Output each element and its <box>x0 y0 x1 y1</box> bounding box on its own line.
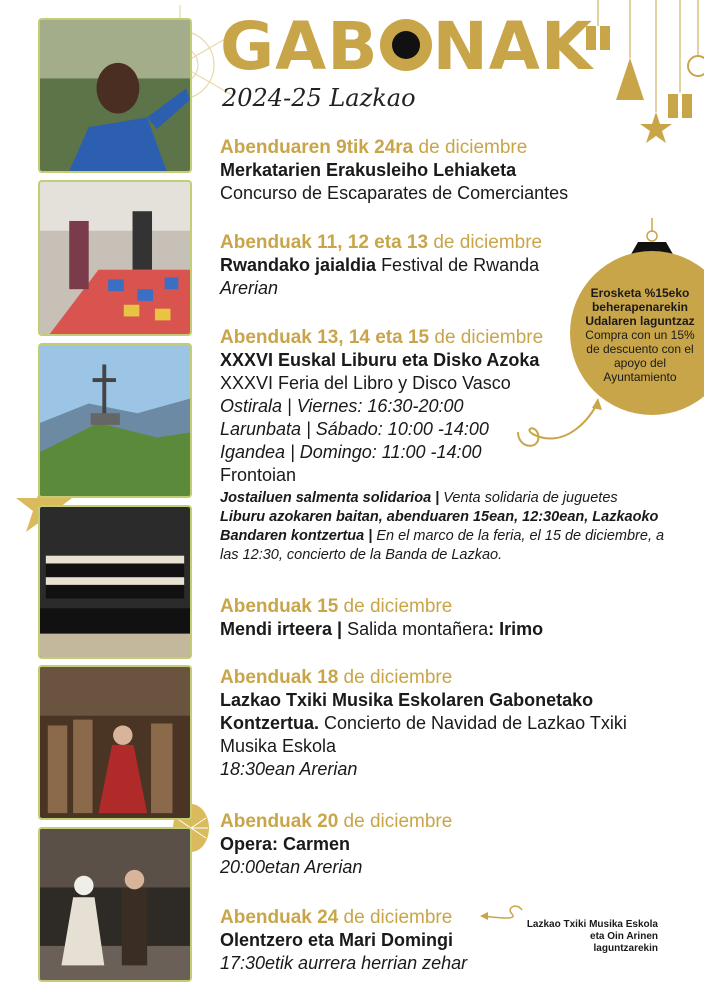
event-location: Arerian <box>220 278 279 298</box>
title-part2: NAK <box>432 8 594 85</box>
event-title: Opera: Carmen <box>220 834 351 854</box>
photo-rwanda-dancer <box>38 18 192 173</box>
event-schedule-saturday: Larunbata | Sábado: 10:00 -14:00 <box>220 419 489 439</box>
event-6 <box>220 810 670 879</box>
event-date: Abenduak 24 de diciembre <box>220 907 453 928</box>
event-5 <box>220 666 670 781</box>
event-7 <box>220 906 520 975</box>
event-schedule-friday: Ostirala | Viernes: 16:30-20:00 <box>220 396 464 416</box>
event-date: Abenduak 11, 12 eta 13 de diciembre <box>220 232 543 253</box>
event-location: 18:30ean Arerian <box>220 759 358 779</box>
event-title: XXXVI Euskal Liburu eta Disko Azoka <box>220 350 540 370</box>
event-date: Abenduak 18 de diciembre <box>220 667 453 688</box>
bauble-o-icon <box>380 19 432 71</box>
photo-olentzero <box>38 827 192 982</box>
event-title: Lazkao Txiki Musika Eskolaren Gabonetako Kontzertua. Concierto de Navidad de Lazkao Txiki Musika Eskola <box>220 690 627 756</box>
photo-book-fair <box>38 180 192 336</box>
event-date: Abenduak 15 de diciembre <box>220 596 453 617</box>
event-date: Abenduaren 9tik 24ra de diciembre <box>220 137 528 158</box>
discount-note-bold: Erosketa %15eko beherapenarekin Udalaren laguntzaz <box>585 286 695 328</box>
event-1 <box>220 136 670 205</box>
event-location: Frontoian <box>220 465 297 485</box>
photo-opera-stage <box>38 665 192 820</box>
event-schedule-sunday: Igandea | Domingo: 11:00 -14:00 <box>220 442 482 462</box>
photo-choir-concert <box>38 505 192 659</box>
page-title <box>220 8 594 85</box>
event-note: Jostailuen salmenta solidarioa | Venta solidaria de juguetes <box>220 490 618 506</box>
event-date: Abenduak 13, 14 eta 15 de diciembre <box>220 327 544 348</box>
discount-note-text: Compra con un 15% de descuento con el apoyo del Ayuntamiento <box>585 328 695 384</box>
event-title: Merkatarien Erakusleiho Lehiaketa <box>220 160 517 180</box>
event-date: Abenduak 20 de diciembre <box>220 811 453 832</box>
event-3 <box>220 326 670 565</box>
title-part1: GAB <box>220 8 379 85</box>
event-title: Olentzero eta Mari Domingi <box>220 930 454 950</box>
page-subtitle: 2024-25 Lazkao <box>222 84 416 112</box>
event-title: Rwandako jaialdia Festival de Rwanda <box>220 255 540 275</box>
event-4 <box>220 595 670 641</box>
event-title: Mendi irteera | Salida montañera: Irimo <box>220 619 544 639</box>
event-note: Liburu azokaren baitan, abenduaren 15ean, 12:30ean, Lazkaoko Bandaren kontzertua | En el marco de la feria, el 15 de diciembre, a las 12:30, concierto de la Banda de Lazkao. <box>220 509 665 563</box>
credit-note: Lazkao Txiki Musika Eskola eta Oin Arinen laguntzarekin <box>526 919 658 954</box>
photo-mountain-cross <box>38 343 192 498</box>
event-subtitle: XXXVI Feria del Libro y Disco Vasco <box>220 373 511 393</box>
event-location: 17:30etik aurrera herrian zehar <box>220 953 468 973</box>
event-location: 20:00etan Arerian <box>220 857 363 877</box>
event-2 <box>220 231 670 300</box>
event-subtitle: Concurso de Escaparates de Comerciantes <box>220 183 569 203</box>
